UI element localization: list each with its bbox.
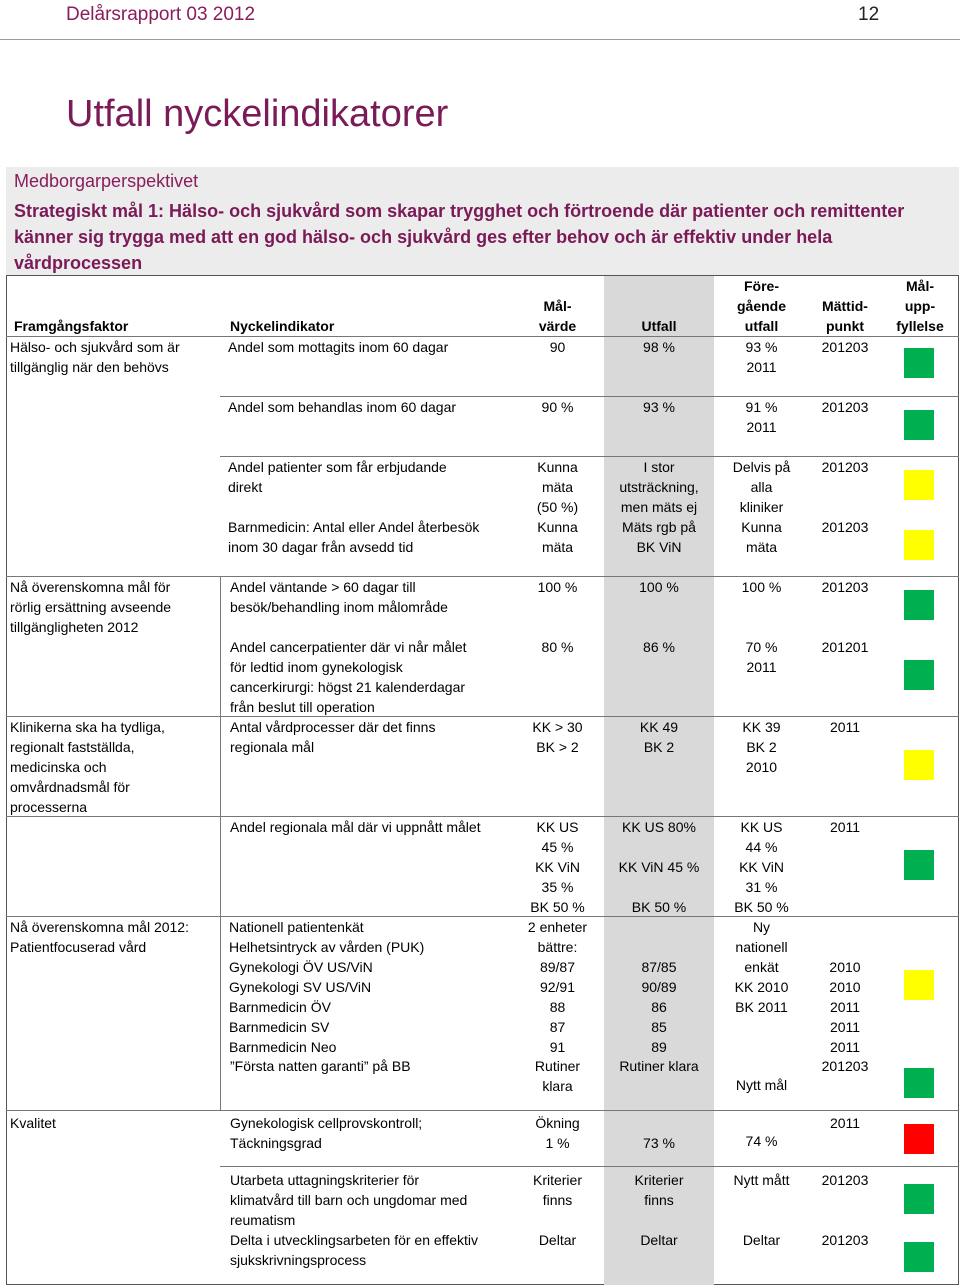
outcome-cell: 73 % xyxy=(643,1135,675,1151)
indicator-cell: Nationell patientenkät Helhetsintryck av vården (PUK) Gynekologi ÖV US/ViN Gynekologi SV US/ViN Barnmedicin ÖV Barnmedicin SV Barnmedicin Neo xyxy=(229,919,425,1055)
header-divider xyxy=(0,39,960,40)
outcome-cell: Rutiner klara xyxy=(619,1058,699,1074)
outcome-cell: Mäts rgb på BK ViN xyxy=(622,519,696,555)
measured-cell: 201203 xyxy=(821,399,869,415)
previous-cell: KK 39 BK 2 2010 xyxy=(742,719,781,775)
row-divider xyxy=(220,1166,959,1167)
status-green-indicator xyxy=(904,348,934,378)
indicator-cell: Andel som behandlas inom 60 dagar xyxy=(228,399,457,415)
measured-cell: 201203 xyxy=(821,519,869,535)
indicator-cell: ”Första natten garanti” på BB xyxy=(230,1058,411,1074)
col-header-measured: Mättid- punkt xyxy=(822,298,868,334)
outcome-cell: KK 49 BK 2 xyxy=(639,719,679,755)
outcome-cell: Kriterier finns xyxy=(634,1172,684,1208)
report-header: Delårsrapport 03 2012 xyxy=(66,4,256,25)
outcome-cell: I stor utsträckning, men mäts ej xyxy=(619,459,699,515)
factor-cell: Hälso- och sjukvård som är tillgänglig när den behövs xyxy=(10,339,180,375)
col-header-target: Mål- värde xyxy=(538,298,577,334)
perspective-label: Medborgarperspektivet xyxy=(14,171,199,191)
measured-cell: 2011 xyxy=(829,719,861,735)
previous-cell: Ny nationell enkät KK 2010 BK 2011 xyxy=(734,919,789,1015)
previous-cell: Delvis på alla kliniker xyxy=(732,459,791,515)
indicator-cell: Andel väntande > 60 dagar till besök/behandling inom målområde xyxy=(230,579,448,615)
status-green-indicator xyxy=(904,1184,934,1214)
outcome-cell: Deltar xyxy=(640,1232,678,1248)
status-green-indicator xyxy=(904,660,934,690)
status-yellow-indicator xyxy=(904,530,934,560)
outcome-cell: 93 % xyxy=(643,399,675,415)
factor-column-divider xyxy=(220,576,221,1110)
factor-cell: Klinikerna ska ha tydliga, regionalt fastställda, medicinska och omvårdnadsmål för processerna xyxy=(10,719,165,815)
status-yellow-indicator xyxy=(904,470,934,500)
target-cell: Kriterier finns xyxy=(532,1172,582,1208)
factor-cell: Kvalitet xyxy=(10,1115,56,1131)
indicator-cell: Utarbeta uttagningskriterier för klimatvård till barn och ungdomar med reumatism xyxy=(230,1172,468,1228)
previous-cell: 74 % xyxy=(745,1133,778,1149)
target-cell: Ökning 1 % xyxy=(535,1115,580,1151)
measured-cell: 201203 xyxy=(821,1058,869,1074)
outcome-cell: 100 % xyxy=(639,579,679,595)
measured-cell: 201203 xyxy=(821,1172,869,1188)
previous-cell: 91 % 2011 xyxy=(745,399,778,435)
previous-cell: Nytt mål xyxy=(735,1077,788,1093)
target-cell: Kunna mäta xyxy=(537,519,578,555)
target-cell: KK US 45 % KK ViN 35 % BK 50 % xyxy=(530,819,585,915)
outcome-cell: 98 % xyxy=(643,339,675,355)
indicator-cell: Gynekologisk cellprovskontroll; Täckningsgrad xyxy=(230,1115,423,1151)
measured-cell: 2011 xyxy=(829,1115,861,1131)
measured-cell: 2010 2010 2011 2011 2011 xyxy=(829,959,861,1055)
indicator-cell: Andel cancerpatienter där vi når målet för ledtid inom gynekologisk cancerkirurgi: högst 21 kalenderdagar från beslut till operation xyxy=(230,639,467,715)
indicator-cell: Delta i utvecklingsarbeten för en effektiv sjukskrivningsprocess xyxy=(230,1232,478,1268)
indicator-cell: Andel patienter som får erbjudande direkt xyxy=(228,459,447,495)
previous-cell: 70 % 2011 xyxy=(745,639,778,675)
status-yellow-indicator xyxy=(904,970,934,1000)
target-cell: 80 % xyxy=(541,639,574,655)
factor-cell: Nå överenskomna mål för rörlig ersättning avseende tillgängligheten 2012 xyxy=(10,579,172,635)
target-cell: 90 % xyxy=(541,399,574,415)
target-cell: 100 % xyxy=(537,579,578,595)
page-number: 12 xyxy=(858,4,880,25)
page-title: Utfall nyckelindikatorer xyxy=(66,93,449,135)
col-header-previous: Före- gående utfall xyxy=(736,278,786,334)
outcome-cell: 87/85 90/89 86 85 89 xyxy=(641,959,677,1055)
indicator-cell: Andel som mottagits inom 60 dagar xyxy=(228,339,449,355)
factor-cell: Nå överenskomna mål 2012: Patientfocuserad vård xyxy=(10,919,189,955)
col-header-indicator: Nyckelindikator xyxy=(230,318,335,334)
row-divider xyxy=(6,1110,959,1111)
status-yellow-indicator xyxy=(904,750,934,780)
target-cell: 90 xyxy=(549,339,566,355)
target-cell: Deltar xyxy=(538,1232,577,1248)
status-red-indicator xyxy=(904,1124,934,1154)
status-green-indicator xyxy=(904,590,934,620)
target-cell: Rutiner klara xyxy=(534,1058,581,1094)
status-green-indicator xyxy=(904,1242,934,1272)
indicator-cell: Barnmedicin: Antal eller Andel återbesök inom 30 dagar från avsedd tid xyxy=(228,519,480,555)
col-header-outcome: Utfall xyxy=(641,318,677,334)
measured-cell: 201203 xyxy=(821,459,869,475)
previous-cell: 100 % xyxy=(741,579,782,595)
indicator-cell: Andel regionala mål där vi uppnått målet xyxy=(230,819,481,835)
strategic-goal: Strategiskt mål 1: Hälso- och sjukvård som skapar trygghet och förtroende där patienter och remittenter känner sig trygga med att en god hälso- och sjukvård ges efter behov och är effektiv under hela vårdprocessen xyxy=(14,201,905,273)
col-header-factor: Framgångsfaktor xyxy=(14,318,129,334)
measured-cell: 2011 xyxy=(829,819,861,835)
measured-cell: 201201 xyxy=(821,639,869,655)
previous-cell: Nytt mått xyxy=(733,1172,790,1188)
previous-cell: Kunna mäta xyxy=(741,519,782,555)
measured-cell: 201203 xyxy=(821,339,869,355)
measured-cell: 201203 xyxy=(821,579,869,595)
target-cell: 2 enheter bättre: 89/87 92/91 88 87 91 xyxy=(527,919,588,1055)
outcome-cell: KK US 80% KK ViN 45 % BK 50 % xyxy=(618,819,700,915)
target-cell: Kunna mäta (50 %) xyxy=(536,459,579,515)
outcome-cell: 86 % xyxy=(643,639,675,655)
previous-cell: KK US 44 % KK ViN 31 % BK 50 % xyxy=(734,819,789,915)
measured-cell: 201203 xyxy=(821,1232,869,1248)
status-green-indicator xyxy=(904,410,934,440)
target-cell: KK > 30 BK > 2 xyxy=(532,719,583,755)
previous-cell: Deltar xyxy=(742,1232,781,1248)
col-header-fulfilment: Mål- upp- fyllelse xyxy=(896,278,944,334)
previous-cell: 93 % 2011 xyxy=(745,339,778,375)
status-green-indicator xyxy=(904,850,934,880)
status-green-indicator xyxy=(904,1068,934,1098)
indicator-cell: Antal vårdprocesser där det finns regionala mål xyxy=(230,719,436,755)
